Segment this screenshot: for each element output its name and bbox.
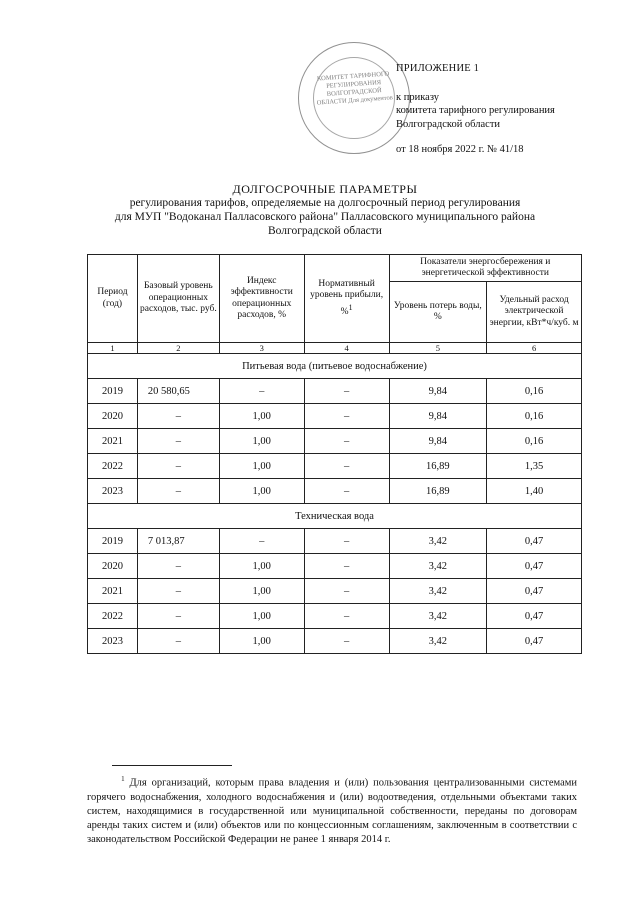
header-water-loss: Уровень потерь воды, % — [389, 282, 487, 343]
parameters-table — [87, 254, 582, 654]
cell-profit: – — [304, 529, 389, 554]
document-heading — [80, 182, 570, 238]
header-base-level: Базовый уровень операционных расходов, тыс. руб. — [137, 255, 219, 343]
cell-base-level: 7 013,87 — [137, 529, 219, 554]
cell-water-loss: 3,42 — [389, 629, 487, 654]
stamp-text: КОМИТЕТ ТАРИФНОГО РЕГУЛИРОВАНИЯ ВОЛГОГРАДСКОЙ ОБЛАСТИ Для документов — [316, 70, 394, 107]
cell-efficiency: – — [219, 379, 304, 404]
cell-efficiency: 1,00 — [219, 604, 304, 629]
cell-efficiency: 1,00 — [219, 579, 304, 604]
col-number: 3 — [219, 343, 304, 354]
section-title-drinking: Питьевая вода (питьевое водоснабжение) — [88, 354, 582, 379]
cell-base-level: – — [137, 479, 219, 504]
cell-efficiency: 1,00 — [219, 629, 304, 654]
cell-period: 2021 — [88, 579, 138, 604]
cell-specific-consumption: 0,16 — [487, 379, 582, 404]
cell-specific-consumption: 1,40 — [487, 479, 582, 504]
table-row — [88, 454, 582, 479]
official-stamp — [298, 42, 410, 154]
order-line-1: к приказу — [396, 91, 439, 103]
cell-efficiency: 1,00 — [219, 479, 304, 504]
cell-efficiency: 1,00 — [219, 554, 304, 579]
cell-specific-consumption: 0,16 — [487, 429, 582, 454]
order-date: от 18 ноября 2022 г. № 41/18 — [396, 144, 524, 155]
cell-specific-consumption: 1,35 — [487, 454, 582, 479]
footnote — [87, 772, 577, 847]
header-efficiency-index: Индекс эффективности операционных расходов, % — [219, 255, 304, 343]
cell-specific-consumption: 0,16 — [487, 404, 582, 429]
cell-water-loss: 3,42 — [389, 529, 487, 554]
heading-line-2: регулирования тарифов, определяемые на долгосрочный период регулирования — [129, 197, 521, 209]
table-row — [88, 479, 582, 504]
cell-specific-consumption: 0,47 — [487, 604, 582, 629]
cell-profit: – — [304, 404, 389, 429]
cell-water-loss: 9,84 — [389, 429, 487, 454]
table-row — [88, 429, 582, 454]
col-number: 5 — [389, 343, 487, 354]
table-row — [88, 404, 582, 429]
cell-specific-consumption: 0,47 — [487, 579, 582, 604]
cell-profit: – — [304, 604, 389, 629]
cell-water-loss: 3,42 — [389, 554, 487, 579]
cell-period: 2023 — [88, 479, 138, 504]
section-title-technical: Техническая вода — [88, 504, 582, 529]
col-number: 1 — [88, 343, 138, 354]
cell-efficiency: 1,00 — [219, 454, 304, 479]
header-profit-level-text: Нормативный уровень прибыли, % — [310, 278, 384, 317]
order-line-2: комитета тарифного регулирования — [396, 105, 555, 116]
cell-base-level: – — [137, 404, 219, 429]
column-numbers-row — [88, 343, 582, 354]
table-row — [88, 604, 582, 629]
table-row — [88, 579, 582, 604]
cell-water-loss: 16,89 — [389, 479, 487, 504]
cell-period: 2022 — [88, 454, 138, 479]
cell-profit: – — [304, 454, 389, 479]
cell-base-level: – — [137, 454, 219, 479]
cell-period: 2021 — [88, 429, 138, 454]
col-number: 6 — [487, 343, 582, 354]
cell-specific-consumption: 0,47 — [487, 529, 582, 554]
heading-line-4: Волгоградской области — [268, 225, 382, 237]
cell-period: 2020 — [88, 554, 138, 579]
cell-profit: – — [304, 479, 389, 504]
header-energy-group: Показатели энергосбережения и энергетической эффективности — [389, 255, 581, 282]
heading-main: ДОЛГОСРОЧНЫЕ ПАРАМЕТРЫ — [232, 182, 418, 196]
cell-profit: – — [304, 629, 389, 654]
table-row — [88, 529, 582, 554]
cell-base-level: – — [137, 629, 219, 654]
cell-specific-consumption: 0,47 — [487, 554, 582, 579]
table-row — [88, 554, 582, 579]
appendix-block — [396, 62, 626, 157]
cell-water-loss: 9,84 — [389, 404, 487, 429]
order-line-3: Волгоградской области — [396, 118, 501, 130]
cell-water-loss: 9,84 — [389, 379, 487, 404]
cell-period: 2022 — [88, 604, 138, 629]
cell-specific-consumption: 0,47 — [487, 629, 582, 654]
header-specific-consumption: Удельный расход электрической энергии, кВт*ч/куб. м — [487, 282, 582, 343]
cell-efficiency: – — [219, 529, 304, 554]
cell-profit: – — [304, 429, 389, 454]
col-number: 4 — [304, 343, 389, 354]
cell-period: 2019 — [88, 529, 138, 554]
heading-line-3: для МУП "Водоканал Палласовского района" Палласовского муниципального района — [114, 211, 536, 223]
cell-efficiency: 1,00 — [219, 429, 304, 454]
cell-profit: – — [304, 379, 389, 404]
table-row — [88, 629, 582, 654]
cell-efficiency: 1,00 — [219, 404, 304, 429]
cell-base-level: – — [137, 554, 219, 579]
footnote-divider — [112, 765, 232, 766]
cell-period: 2019 — [88, 379, 138, 404]
header-profit-sup: 1 — [348, 302, 353, 312]
cell-base-level: 20 580,65 — [137, 379, 219, 404]
table-row — [88, 379, 582, 404]
cell-base-level: – — [137, 579, 219, 604]
cell-water-loss: 16,89 — [389, 454, 487, 479]
header-profit-level — [304, 255, 389, 343]
cell-water-loss: 3,42 — [389, 579, 487, 604]
col-number: 2 — [137, 343, 219, 354]
header-period: Период (год) — [88, 255, 138, 343]
cell-water-loss: 3,42 — [389, 604, 487, 629]
cell-base-level: – — [137, 429, 219, 454]
appendix-title: ПРИЛОЖЕНИЕ 1 — [396, 63, 480, 74]
footnote-marker: 1 — [121, 775, 125, 783]
cell-profit: – — [304, 579, 389, 604]
cell-profit: – — [304, 554, 389, 579]
cell-period: 2020 — [88, 404, 138, 429]
cell-base-level: – — [137, 604, 219, 629]
footnote-text: Для организаций, которым права владения и (или) пользования централизованными системами горячего водоснабжения, холодного водоснабжения и (или) водоотведения, отдельными объектами таких систем, находящимися в государственной или муниципальной собственности, переданы по договорам аренды таких систем и (или) объектов или по концессионным соглашениям, заключенным в соответствии с законодательством Российской Федерации не ранее 1 января 2014 г. — [87, 777, 577, 845]
cell-period: 2023 — [88, 629, 138, 654]
